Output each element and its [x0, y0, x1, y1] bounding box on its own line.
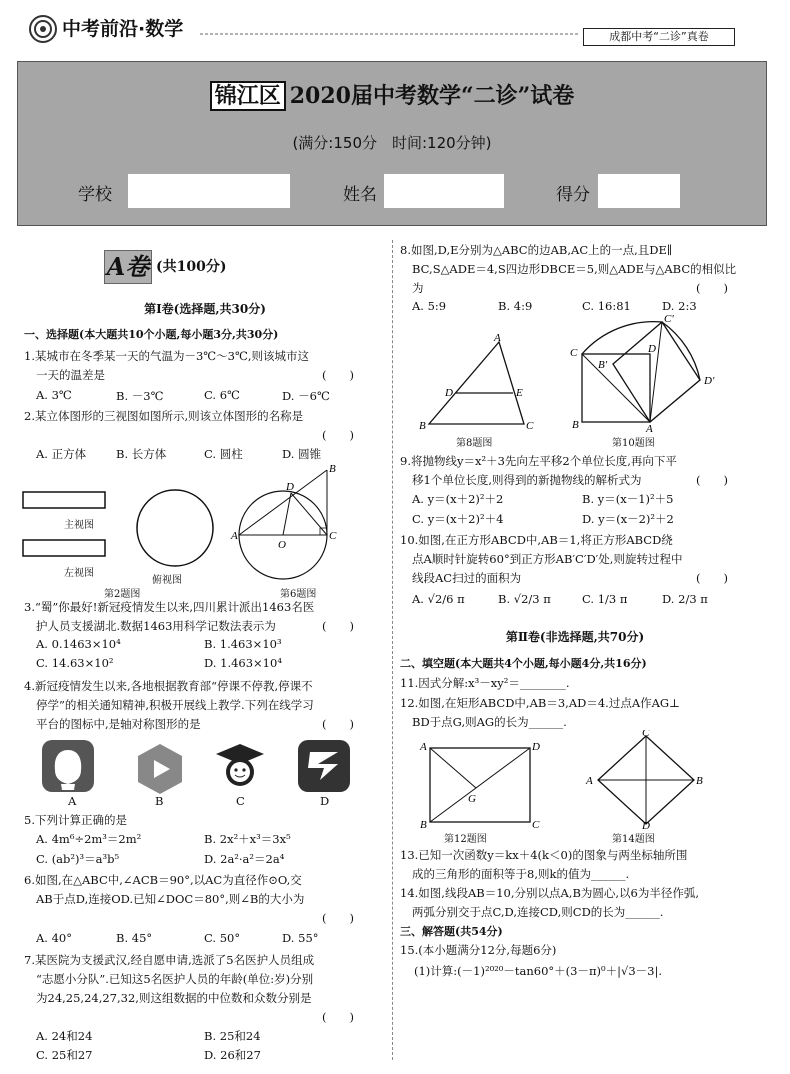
q10-figure: [566, 312, 726, 432]
q4-label-d: D: [320, 794, 330, 808]
q10-line2: 点A顺时针旋转60°到正方形AB′C′D′处,则旋转过程中: [412, 552, 683, 566]
svg-text:A: A: [494, 332, 501, 344]
svg-text:D: D: [648, 343, 656, 355]
svg-text:C: C: [642, 730, 650, 739]
q3-paren: ( ): [322, 619, 354, 633]
q7-line2: “志愿小分队”.已知这5名医护人员的年龄(单位:岁)分别: [36, 972, 314, 986]
view-top-label: 俯视图: [152, 575, 182, 586]
q1-line1: 1.某城市在冬季某一天的气温为－3℃～3℃,则该城市这: [24, 349, 309, 363]
q15-part1: (1)计算:(－1)²⁰²⁰－tan60°＋(3－π)⁰＋|√3－3|.: [414, 964, 662, 978]
q7-paren: ( ): [322, 1010, 354, 1024]
q12-figure: [418, 740, 548, 830]
exam-title: [18, 79, 766, 110]
title-banner: [17, 61, 767, 226]
q9-opt-b: B. y＝(x－1)²＋5: [582, 492, 674, 506]
svg-text:D: D: [286, 481, 294, 493]
q7-opt-a: A. 24和24: [36, 1029, 93, 1043]
q7-opt-c: C. 25和27: [36, 1048, 93, 1062]
fig2-caption: 第2题图: [104, 589, 141, 600]
q10-paren: ( ): [696, 571, 728, 585]
view-left-label: 左视图: [64, 568, 94, 579]
q4-label-c: C: [236, 794, 245, 808]
exam-subtitle: (满分:150分 时间:120分钟): [292, 134, 492, 152]
view-front-label: 主视图: [64, 520, 94, 531]
svg-text:A: A: [646, 423, 653, 432]
svg-text:C′: C′: [664, 313, 674, 325]
q6-opt-c: C. 50°: [204, 931, 241, 945]
q9-line1: 9.将抛物线y＝x²＋3先向左平移2个单位长度,再向下平: [400, 454, 677, 468]
column-divider: [392, 240, 393, 1060]
q8-figure: [414, 332, 544, 432]
q6-paren: ( ): [322, 911, 354, 925]
svg-text:B: B: [419, 420, 426, 432]
q9-paren: ( ): [696, 473, 728, 487]
q10-opt-c: C. 1/3 π: [582, 592, 628, 606]
q2-line1: 2.某立体图形的三视图如图所示,则该立体图形的名称是: [24, 409, 304, 423]
q15-line1: 15.(本小题满分12分,每题6分): [400, 943, 557, 957]
svg-text:C: C: [526, 420, 534, 432]
q13-line2: 成的三角形的面积等于8,则k的值为______.: [412, 867, 630, 881]
q8-opt-b: B. 4:9: [498, 299, 533, 313]
q4-label-b: B: [155, 794, 164, 808]
q7-opt-b: B. 25和24: [204, 1029, 261, 1043]
q4-label-a: A: [68, 794, 77, 808]
svg-text:A: A: [420, 741, 427, 753]
q12-line1: 12.如图,在矩形ABCD中,AB＝3,AD＝4.过点A作AG⊥: [400, 696, 680, 710]
svg-text:D: D: [532, 741, 540, 753]
header-title: 中考前沿·数学: [62, 18, 184, 40]
q6-line1: 6.如图,在△ABC中,∠ACB＝90°,以AC为直径作⊙O,交: [24, 873, 302, 887]
q2-three-views-figure: [20, 480, 235, 580]
fig8-caption: 第8题图: [456, 438, 493, 449]
svg-text:B: B: [420, 819, 427, 830]
q1-opt-c: C. 6℃: [204, 388, 240, 402]
q4-line1: 4.新冠疫情发生以来,各地根据教育部“停课不停教,停课不: [24, 679, 313, 693]
q13-line1: 13.已知一次函数y＝kx＋4(k＜0)的图象与两坐标轴所围: [400, 848, 688, 862]
q2-opt-a: A. 正方体: [36, 447, 87, 461]
svg-text:O: O: [278, 539, 286, 551]
q2-opt-b: B. 长方体: [116, 447, 167, 461]
q8-opt-d: D. 2:3: [662, 299, 697, 313]
q1-opt-b: B. －3℃: [116, 389, 164, 403]
svg-text:B′: B′: [598, 359, 608, 371]
q8-paren: ( ): [696, 281, 728, 295]
svg-text:C: C: [570, 347, 578, 359]
q10-line3: 线段AC扫过的面积为: [412, 571, 522, 585]
header-rule: [200, 30, 580, 38]
svg-text:A: A: [231, 530, 238, 542]
solve-header: 三、解答题(共54分): [400, 925, 503, 938]
q1-paren: ( ): [322, 368, 354, 382]
q14-line2: 两弧分别交于点C,D,连接CD,则CD的长为______.: [412, 905, 664, 919]
q8-line1: 8.如图,D,E分别为△ABC的边AB,AC上的一点,且DE∥: [400, 243, 673, 257]
q7-opt-d: D. 26和27: [204, 1048, 261, 1062]
svg-text:D: D: [445, 387, 453, 399]
q12-line2: BD于点G,则AG的长为______.: [412, 715, 567, 729]
q8-line2: BC,S△ADE＝4,S四边形DBCE＝5,则△ADE与△ABC的相似比: [412, 262, 737, 276]
header-logo-icon: [28, 14, 58, 44]
q5-opt-a: A. 4m⁶÷2m³＝2m²: [36, 832, 142, 846]
q5-opt-d: D. 2a²·a²＝2a⁴: [204, 852, 285, 866]
q9-line2: 移1个单位长度,则得到的新抛物线的解析式为: [412, 473, 642, 487]
name-field[interactable]: [384, 174, 504, 208]
part2-heading: 第Ⅱ卷(非选择题,共70分): [505, 630, 645, 644]
paper-a-badge: A卷: [104, 250, 152, 284]
q6-figure: [228, 462, 378, 580]
q8-line3: 为: [412, 281, 424, 295]
q5-opt-c: C. (ab²)³＝a³b⁵: [36, 852, 120, 866]
q7-line3: 为24,25,24,27,32,则这组数据的中位数和众数分别是: [36, 991, 312, 1005]
q1-opt-d: D. －6℃: [282, 389, 330, 403]
q10-opt-a: A. √2/6 π: [412, 592, 465, 606]
q9-opt-c: C. y＝(x＋2)²＋4: [412, 512, 504, 526]
fig6-caption: 第6题图: [280, 589, 317, 600]
q5-line1: 5.下列计算正确的是: [24, 813, 127, 827]
q7-line1: 7.某医院为支援武汉,经自愿申请,选派了5名医护人员组成: [24, 953, 315, 967]
q9-opt-d: D. y＝(x－2)²＋2: [582, 512, 674, 526]
app-icon-a: [42, 740, 94, 792]
q9-opt-a: A. y＝(x＋2)²＋2: [412, 492, 504, 506]
q5-opt-b: B. 2x²＋x³＝3x⁵: [204, 832, 291, 846]
paper-a-score: (共100分): [156, 259, 227, 275]
q1-line2: 一天的温差是: [36, 368, 105, 382]
q10-line1: 10.如图,在正方形ABCD中,AB＝1,将正方形ABCD绕: [400, 533, 673, 547]
svg-text:B: B: [696, 775, 703, 787]
q3-opt-b: B. 1.463×10³: [204, 637, 282, 651]
app-icon-d: [298, 740, 350, 792]
svg-text:D′: D′: [704, 375, 715, 387]
district-name: 锦江区: [210, 81, 286, 111]
q4-paren: ( ): [322, 717, 354, 731]
score-field[interactable]: [598, 174, 680, 208]
app-icon-c: [216, 744, 264, 786]
name-label: 姓名: [343, 185, 377, 205]
svg-text:D: D: [642, 820, 650, 830]
q3-opt-d: D. 1.463×10⁴: [204, 656, 282, 670]
q3-opt-a: A. 0.1463×10⁴: [36, 637, 121, 651]
q10-opt-b: B. √2/3 π: [498, 592, 551, 606]
q4-line2: 停学”的相关通知精神,积极开展线上教学.下列在线学习: [36, 698, 314, 712]
q14-line1: 14.如图,线段AB＝10,分别以点A,B为圆心,以6为半径作弧,: [400, 886, 700, 900]
q8-opt-a: A. 5:9: [412, 299, 447, 313]
q6-line2: AB于点D,连接OD.已知∠DOC＝80°,则∠B的大小为: [36, 892, 305, 906]
fig10-caption: 第10题图: [612, 438, 655, 449]
svg-text:G: G: [468, 793, 476, 805]
school-label: 学校: [78, 185, 112, 205]
q3-opt-c: C. 14.63×10²: [36, 656, 114, 670]
q14-figure: [584, 730, 714, 830]
fig12-caption: 第12题图: [444, 834, 487, 845]
exam-title-text: 2020届中考数学“二诊”试卷: [289, 83, 575, 109]
q3-line2: 护人员支援湖北.数据1463用科学记数法表示为: [36, 619, 276, 633]
svg-text:B: B: [329, 463, 336, 475]
q3-line1: 3.“蜀”你最好!新冠疫情发生以来,四川累计派出1463名医: [24, 600, 315, 614]
mc-header: 一、选择题(本大题共10个小题,每小题3分,共30分): [24, 328, 279, 341]
svg-text:C: C: [329, 530, 337, 542]
q11: 11.因式分解:x³－xy²＝________.: [400, 676, 570, 690]
part1-heading: 第Ⅰ卷(选择题,共30分): [144, 302, 266, 316]
header-tag: 成都中考“二诊”真卷: [583, 28, 735, 46]
svg-text:B: B: [572, 419, 579, 431]
q4-icons: [40, 738, 360, 794]
q6-opt-b: B. 45°: [116, 931, 153, 945]
q1-opt-a: A. 3℃: [36, 388, 72, 402]
app-icon-b: [138, 744, 182, 794]
score-label: 得分: [556, 185, 590, 205]
q4-line3: 平台的图标中,是轴对称图形的是: [36, 717, 201, 731]
q8-opt-c: C. 16:81: [582, 299, 631, 313]
svg-text:C: C: [532, 819, 540, 830]
q2-opt-d: D. 圆锥: [282, 447, 322, 461]
school-field[interactable]: [128, 174, 290, 208]
q2-paren: ( ): [322, 428, 354, 442]
q2-opt-c: C. 圆柱: [204, 447, 243, 461]
q10-opt-d: D. 2/3 π: [662, 592, 708, 606]
q6-opt-a: A. 40°: [36, 931, 72, 945]
fig14-caption: 第14题图: [612, 834, 655, 845]
svg-text:A: A: [586, 775, 593, 787]
q6-opt-d: D. 55°: [282, 931, 319, 945]
svg-text:E: E: [516, 387, 523, 399]
fill-header: 二、填空题(本大题共4个小题,每小题4分,共16分): [400, 657, 647, 670]
